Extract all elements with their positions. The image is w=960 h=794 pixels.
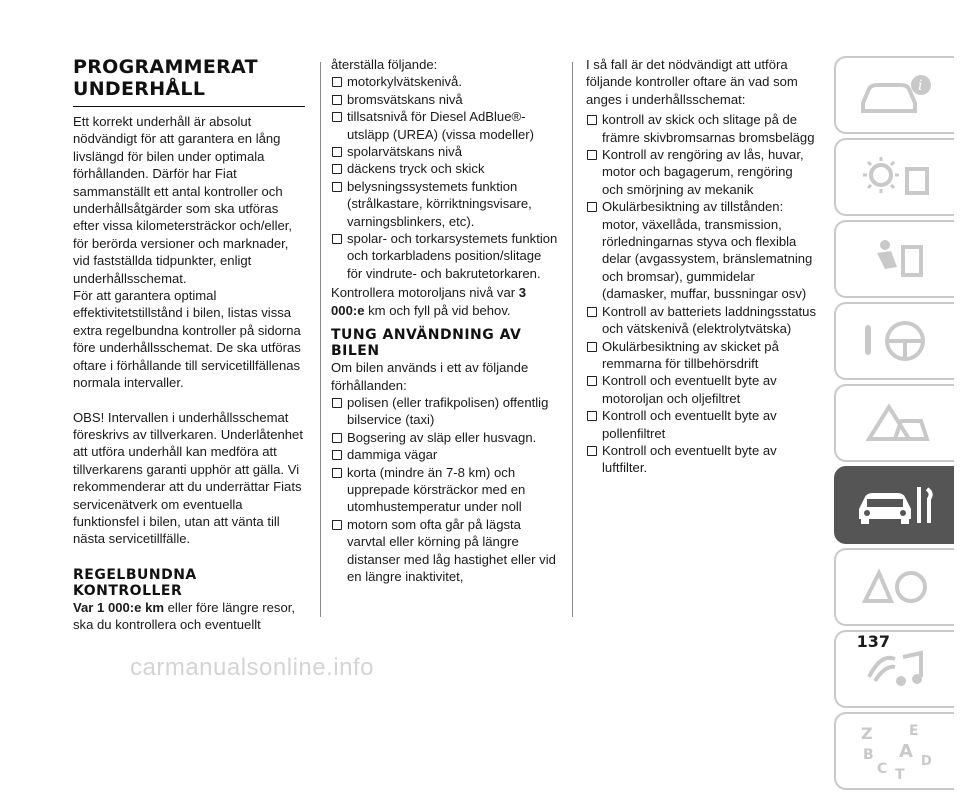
tab-multimedia[interactable] xyxy=(834,630,954,708)
svg-text:i: i xyxy=(918,78,923,94)
list-item: spolarvätskans nivå xyxy=(331,143,559,160)
index-letter-c: C xyxy=(877,761,888,777)
frequent-checks-intro: I så fall är det nödvändigt att utföra följande kontroller oftare än vad som anges i underhållsschemat: xyxy=(586,57,798,107)
tab-index[interactable] xyxy=(834,712,954,790)
column-divider-2 xyxy=(572,62,573,617)
paragraph-regular-checks xyxy=(73,599,305,634)
list-item: belysningssystemets funktion (strålkastare, körriktningsvisare, varningsblinkers, etc). xyxy=(331,178,559,230)
list-item: kontroll av skick och slitage på de främre skivbromsarnas bromsbelägg xyxy=(586,111,816,146)
list-item: korta (mindre än 7-8 km) och upprepade körsträckor med en utomhustemperatur under noll xyxy=(331,464,559,516)
steering-icon xyxy=(855,319,935,363)
list-item: Kontroll av rengöring av lås, huvar, motor och bagagerum, rengöring och smörjning av mekanik xyxy=(586,146,816,198)
list-item: Okulärbesiktning av skicket på remmarna för tillbehörsdrift xyxy=(586,338,816,373)
frequent-checks-list xyxy=(586,111,816,477)
technical-data-icon xyxy=(855,565,935,609)
subsection-title: REGELBUNDNA KONTROLLER xyxy=(73,566,197,599)
section-title: PROGRAMMERAT UNDERHÅLL xyxy=(73,56,258,100)
oil-check-pre: Kontrollera motoroljans nivå var xyxy=(331,285,519,301)
watermark: carmanualsonline.info xyxy=(130,654,374,681)
conditions-list xyxy=(331,394,559,585)
index-letter-b: B xyxy=(863,747,874,763)
airbag-icon xyxy=(855,237,935,281)
heavy-use-intro: Om bilen används i ett av följande förhållanden: xyxy=(331,360,529,393)
list-item: motorkylvätskenivå. xyxy=(331,73,559,90)
index-letter-z: Z xyxy=(861,724,873,743)
car-service-icon xyxy=(853,483,937,527)
list-item: motorn som ofta går på lägsta varvtal eller körning på längre distanser med låg hastighet eller vid en längre inaktivitet, xyxy=(331,516,559,586)
index-icon xyxy=(855,721,935,781)
oil-check-paragraph xyxy=(331,284,559,319)
heavy-use-title: TUNG ANVÄNDNING AV BILEN xyxy=(331,327,522,360)
tab-maintenance[interactable] xyxy=(834,466,954,544)
list-item: dammiga vägar xyxy=(331,446,559,463)
tab-technical-data[interactable] xyxy=(834,548,954,626)
list-intro: återställa följande: xyxy=(331,57,438,72)
section-title-wrap xyxy=(73,56,305,107)
oil-check-interval: 3 000:e xyxy=(331,285,527,318)
list-item: Kontroll av batteriets laddningsstatus och vätskenivå (elektrolytvätska) xyxy=(586,303,816,338)
list-item: däckens tryck och skick xyxy=(331,160,559,177)
list-item: tillsatsnivå för Diesel AdBlue®-utsläpp (UREA) (vissa modeller) xyxy=(331,108,559,143)
tab-starting-driving[interactable] xyxy=(834,302,954,380)
list-item: bromsvätskans nivå xyxy=(331,91,559,108)
list-item: Kontroll och eventuellt byte av pollenfiltret xyxy=(586,407,816,442)
index-letter-d: D xyxy=(921,754,932,769)
media-icon xyxy=(855,647,935,691)
page-number: 137 xyxy=(856,632,890,651)
tab-safety[interactable] xyxy=(834,220,954,298)
index-letter-t: T xyxy=(895,767,905,781)
tab-dashboard[interactable] xyxy=(834,56,954,134)
list-item: polisen (eller trafikpolisen) offentlig bilservice (taxi) xyxy=(331,394,559,429)
list-item: Kontroll och eventuellt byte av luftfilter. xyxy=(586,442,816,477)
index-letter-a: A xyxy=(899,741,913,762)
column-divider-1 xyxy=(320,62,321,617)
warning-icon xyxy=(855,401,935,445)
lights-icon xyxy=(855,155,935,199)
column-3 xyxy=(586,56,816,477)
list-item: spolar- och torkarsystemets funktion och torkarbladens position/slitage för vindrute- och bakrutetorkaren. xyxy=(331,230,559,282)
car-info-icon xyxy=(855,73,935,117)
tab-warnings[interactable] xyxy=(834,384,954,462)
paragraph-extra: För att garantera optimal effektivitetstillstånd i bilen, listas vissa extra regelbundna kontroller på sidorna före underhållsschemat. De ska utföras oftare i förhållande till servicetillfällenas normala intervaller. xyxy=(73,288,301,391)
check-list xyxy=(331,73,559,282)
interval-rest: eller före längre resor, ska du kontrollera och eventuellt xyxy=(73,599,296,633)
tools-icon xyxy=(919,487,931,523)
paragraph-intro: Ett korrekt underhåll är absolut nödvändigt för att garantera en lång livslängd för bilen under optimala förhållanden. Därför har Fiat sammanställt ett antal kontroller och underhållsåtgärder som ska utföras efter vissa kilometersträckor och/eller, för berörda versioner och marknader, vid fastställda tidpunkter, enligt underhållsschemat. xyxy=(73,114,293,286)
list-item: Bogsering av släp eller husvagn. xyxy=(331,429,559,446)
column-2 xyxy=(331,56,559,585)
list-item: Okulärbesiktning av tillstånden: motor, växellåda, transmission, rörledningarnas styva och flexibla delar (avgassystem, bränslematning och bromsar), gummidelar (damasker, muffar, bussningar osv) xyxy=(586,198,816,302)
chapter-tabs xyxy=(834,56,954,794)
list-item: Kontroll och eventuellt byte av motoroljan och oljefiltret xyxy=(586,372,816,407)
oil-check-post: km och fyll på vid behov. xyxy=(364,302,511,318)
column-1 xyxy=(73,56,305,634)
index-letter-e: E xyxy=(909,723,919,739)
interval-text: Var 1 000:e km xyxy=(73,599,164,615)
paragraph-note: OBS! Intervallen i underhållsschemat föreskrivs av tillverkaren. Underlåtenhet att utföra underhåll kan medföra att tillverkarens garanti upphör att gälla. Vi rekommenderar att du underrättar Fiats servicenätverk om eventuella funktionsfel i bilen, utan att vänta till nästa servicetillfälle. xyxy=(73,409,303,547)
tab-lights[interactable] xyxy=(834,138,954,216)
